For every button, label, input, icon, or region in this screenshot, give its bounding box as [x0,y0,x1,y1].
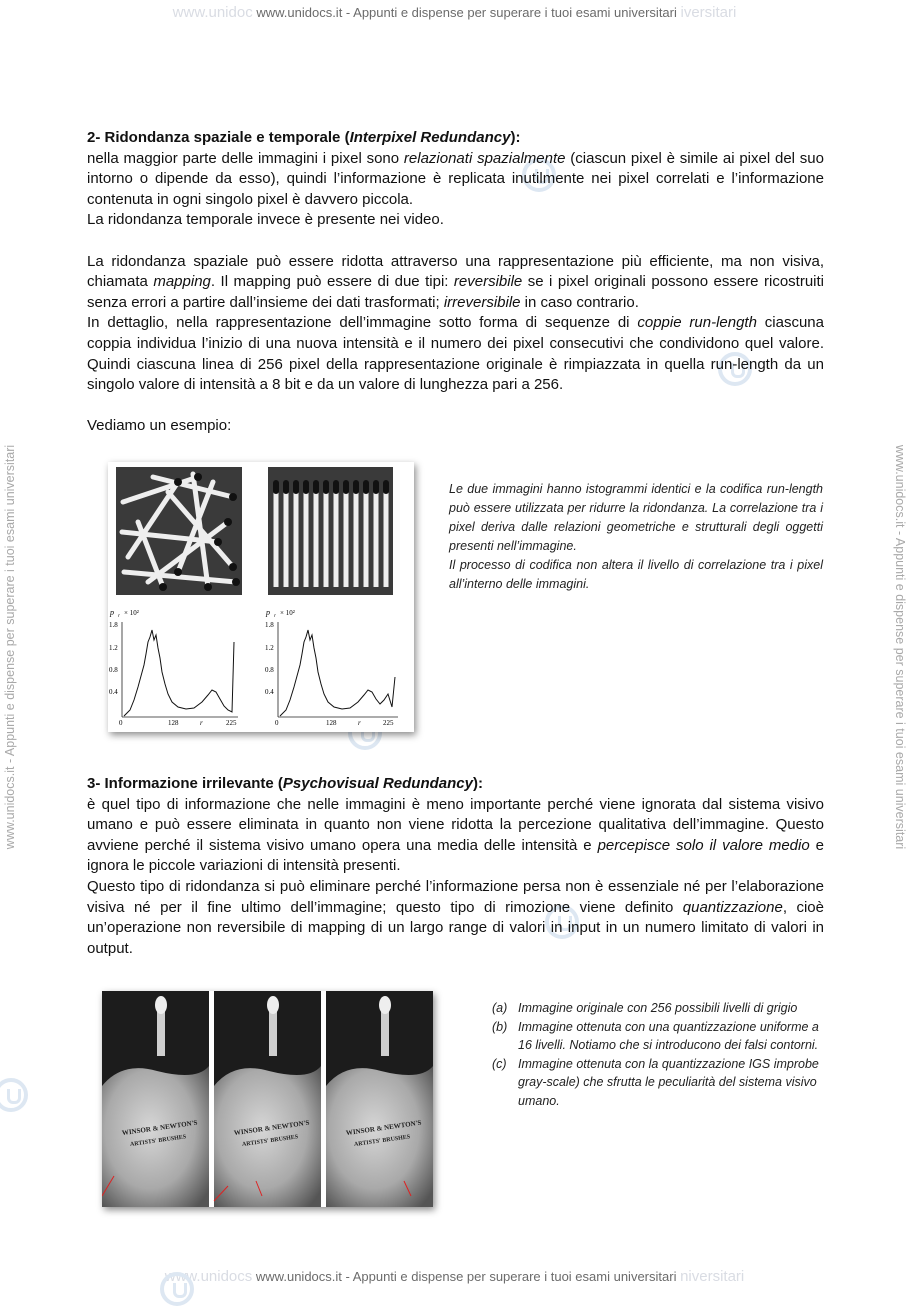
svg-text:0.4: 0.4 [265,688,274,696]
section-2-paragraph: Vediamo un esempio: [87,417,232,435]
histogram-right-ylabel: p [266,608,270,617]
svg-text:r: r [274,614,276,619]
svg-text:0.4: 0.4 [109,688,118,696]
figure-matches [108,462,414,732]
footer-faint-right: niversitari [680,1268,745,1285]
section-3-paragraph: è quel tipo di informazione che nelle immagini è meno importante perché viene ignorata dal sistema visivo umano e può essere eliminata in quanto non viene ridotta la percezione qualitativa dell’immagine. Questo avviene perché il sistema visivo umano opera una media delle intensità e percepisce solo il valore medio e ignora le piccole variazioni di intensità presenti. [87,795,824,875]
figure-vase [102,991,433,1207]
side-watermark-right: www.unidocs.it - Appunti e dispense per superare i tuoi esami universitari [893,444,907,850]
svg-text:0: 0 [275,719,279,727]
svg-text:WINSOR & NEWTON'S: WINSOR & NEWTON'S [233,1118,310,1138]
header-faint-right: iversitari [680,4,737,21]
section-2 [87,128,824,437]
caption-item: (c) Immagine ottenuta con la quantizzazione IGS improbe gray-scale) che sfrutta le peculiarità del sistema visivo umano. [492,1056,819,1108]
svg-text:r: r [118,614,120,619]
vase-image-b [214,991,321,1207]
watermark-logo-icon [160,1272,194,1306]
svg-text:ARTISTS' BRUSHES: ARTISTS' BRUSHES [129,1134,187,1149]
vase-image-a [102,991,209,1207]
svg-text:1.8: 1.8 [265,621,274,629]
section-2-title: 2- Ridondanza spaziale e temporale (Interpixel Redundancy): [87,129,521,146]
section-2-paragraph: nella maggior parte delle immagini i pixel sono relazionati spazialmente (ciascun pixel è simile ai pixel del suo intorno o dipende da esso), quindi l’informazione è replicata inutilmente nei pixel correlati e l’informazione contenuta in ogni singolo pixel è davvero piccola. [87,149,824,208]
svg-text:128: 128 [168,719,179,727]
header-faint-left: www.unidoc [172,4,253,21]
histogram-left-ylabel: p [110,608,114,617]
histogram-right-curve [280,630,395,716]
section-2-paragraph: La ridondanza spaziale può essere ridotta attraverso una rappresentazione più efficiente, ma non visiva, chiamata mapping. Il mapping può essere di due tipi: reversibile se i pixel originali possono essere ricostruiti senza errori a partire dall’insieme dei dati trasformati; irreversibile in caso contrario. [87,252,824,311]
caption-item: (a) Immagine originale con 256 possibili livelli di grigio [492,1001,798,1015]
page-header [0,4,909,21]
svg-text:1.8: 1.8 [109,621,118,629]
svg-text:225: 225 [383,719,394,727]
svg-text:225: 225 [226,719,237,727]
svg-text:ARTISTS' BRUSHES: ARTISTS' BRUSHES [241,1134,299,1149]
figure-1-caption: Le due immagini hanno istogrammi identici e la codifica run-length può essere utilizzata per ridurre la ridondanza. La correlazione tra i pixel deriva dalle relazioni geometriche e strutturali degli oggetti presenti nell’immagine. Il processo di codifica non altera il livello di correlazione tra i pixel all’interno delle immagini. [449,482,823,591]
histogram-left-curve [124,630,234,716]
section-2-paragraph: In dettaglio, nella rappresentazione dell’immagine sotto forma di sequenze di coppie run-length ciascuna coppia individua l’inizio di una nuova intensità e il numero dei pixel consecutivi che condividono quel valore. Quindi ciascuna linea di 256 pixel della rappresentazione originale è rimpiazzata in quella run-length da un singolo valore di intensità a 8 bit e da un valore di lunghezza pari a 256. [87,314,824,394]
svg-text:1.2: 1.2 [109,644,118,652]
histogram-right-unit: × 10² [280,609,295,617]
figure-2-caption-list [492,999,822,1110]
section-3-paragraph: Questo tipo di ridondanza si può eliminare perché l’informazione persa non è essenziale né per l’elaborazione visiva né per il fine ultimo dell’immagine; questo tipo di rimozione viene definito quantizzazione, cioè un’operazione non reversibile di mapping di un largo range di valori in input in un numero limitato di valori in output. [87,877,824,957]
figure-vase-graphic [102,991,433,1207]
svg-text:0.8: 0.8 [109,666,118,674]
section-3 [87,774,824,959]
watermark-logo-icon [0,1078,28,1112]
caption-item: (b) Immagine ottenuta con una quantizzazione uniforme a 16 livelli. Notiamo che si introducono dei falsi contorni. [492,1019,819,1052]
svg-text:WINSOR & NEWTON'S: WINSOR & NEWTON'S [345,1118,422,1138]
svg-text:1.2: 1.2 [265,644,274,652]
footer-text[interactable]: www.unidocs.it - Appunti e dispense per superare i tuoi esami universitari [255,1269,677,1284]
svg-text:r: r [358,719,361,727]
section-3-title: 3- Informazione irrilevante (Psychovisual Redundancy): [87,775,483,792]
svg-text:WINSOR & NEWTON'S: WINSOR & NEWTON'S [121,1118,198,1138]
histogram-right [265,608,398,727]
svg-text:ARTISTS' BRUSHES: ARTISTS' BRUSHES [353,1134,411,1149]
svg-text:128: 128 [326,719,337,727]
footer-faint-left: www.unidocs [164,1268,253,1285]
histogram-left-unit: × 10² [124,609,139,617]
vase-image-c [326,991,433,1207]
svg-text:r: r [200,719,203,727]
svg-text:0.8: 0.8 [265,666,274,674]
section-2-paragraph: La ridondanza temporale invece è presente nei video. [87,211,444,229]
page-footer [0,1268,909,1285]
side-watermark-left: www.unidocs.it - Appunti e dispense per superare i tuoi esami universitari [3,444,17,850]
histogram-left [109,608,238,727]
svg-text:0: 0 [119,719,123,727]
header-text[interactable]: www.unidocs.it - Appunti e dispense per superare i tuoi esami universitari [256,5,677,20]
figure-matches-graphic [108,462,414,732]
